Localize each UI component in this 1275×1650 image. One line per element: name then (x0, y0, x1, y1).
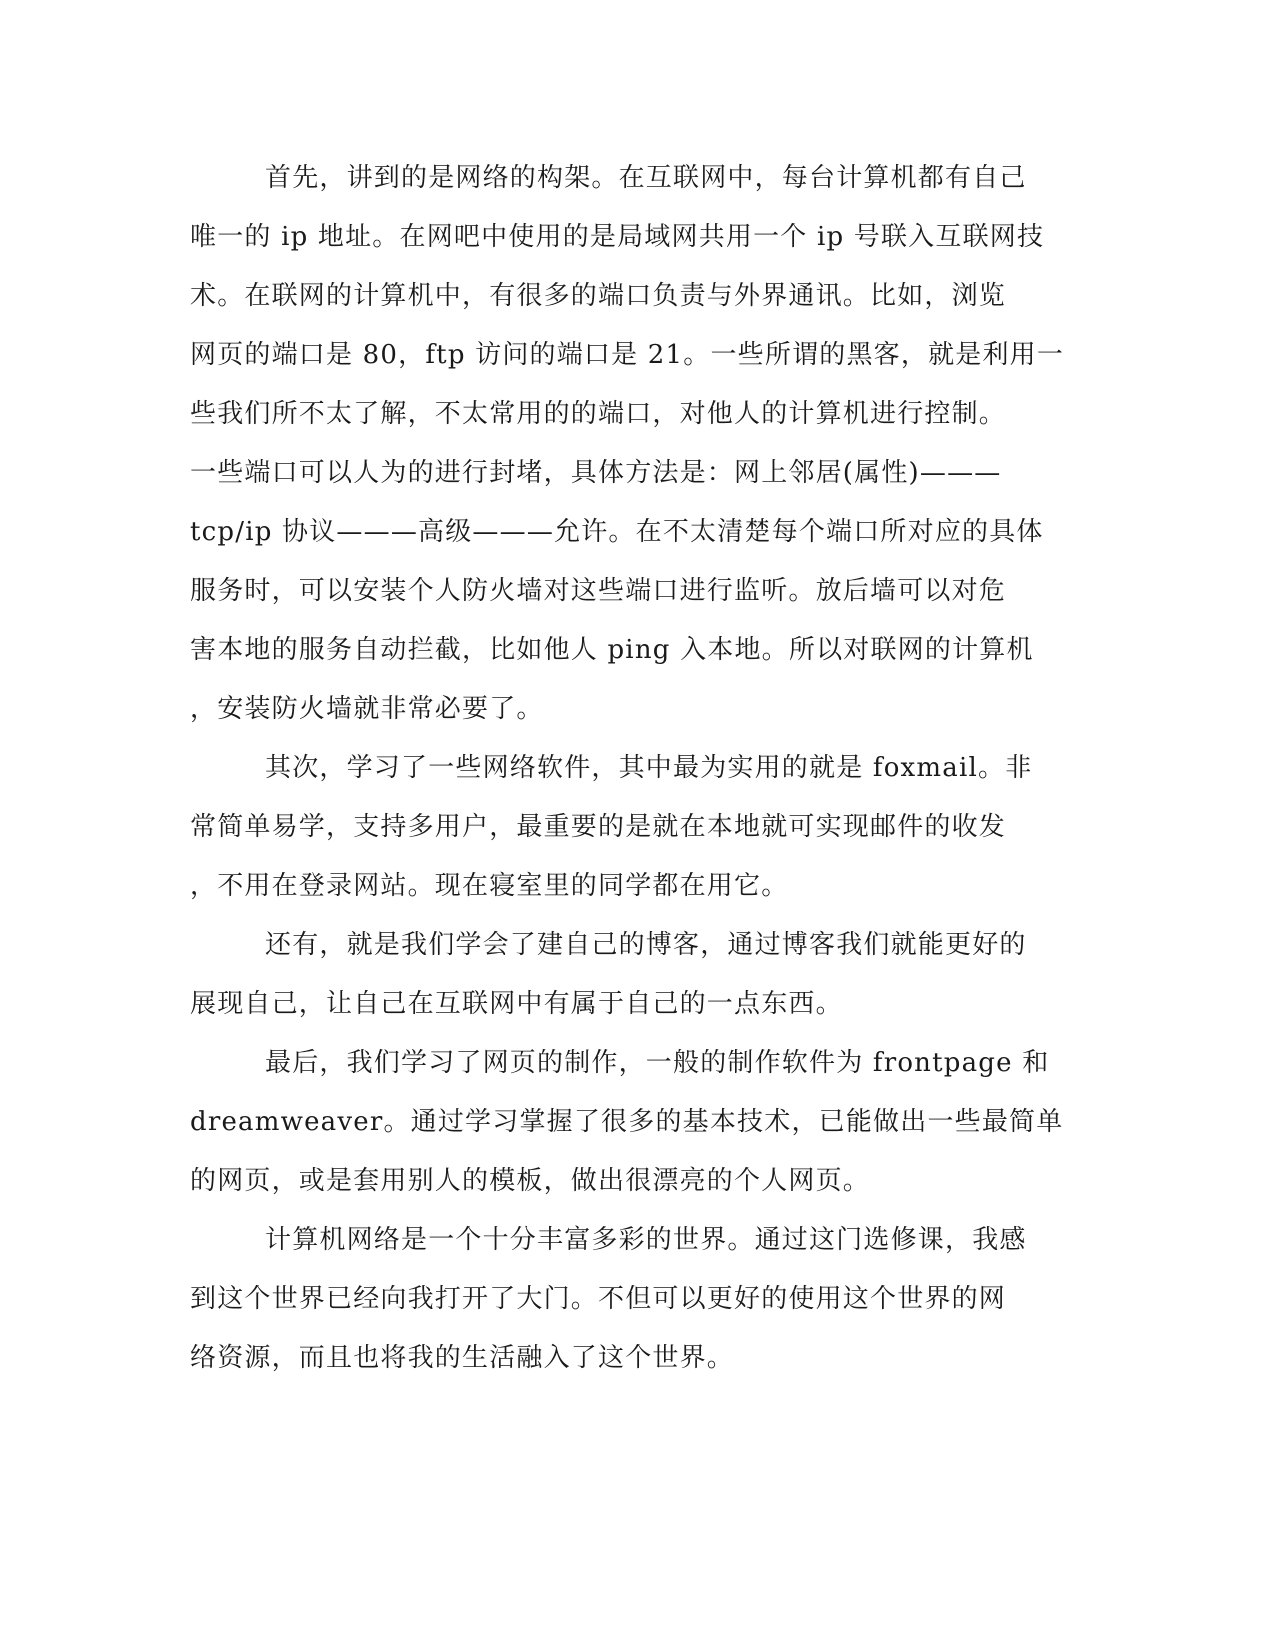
paragraph-line: 的网页，或是套用别人的模板，做出很漂亮的个人网页。 (190, 1166, 871, 1196)
paragraph-line: 首先，讲到的是网络的构架。在互联网中，每台计算机都有自己 (265, 163, 1027, 193)
paragraph-line: 害本地的服务自动拦截，比如他人 ping 入本地。所以对联网的计算机 (190, 635, 1034, 665)
paragraph-line: 一些端口可以人为的进行封堵，具体方法是：网上邻居(属性)——— (190, 458, 1002, 488)
paragraph-line: 网页的端口是 80，ftp 访问的端口是 21。一些所谓的黑客，就是利用一 (190, 340, 1065, 370)
paragraph-line: 还有，就是我们学会了建自己的博客，通过博客我们就能更好的 (265, 930, 1027, 960)
paragraph-line: 术。在联网的计算机中，有很多的端口负责与外界通讯。比如，浏览 (190, 281, 1007, 311)
paragraph-line: 唯一的 ip 地址。在网吧中使用的是局域网共用一个 ip 号联入互联网技 (190, 222, 1045, 252)
paragraph-line: tcp/ip 协议———高级———允许。在不太清楚每个端口所对应的具体 (190, 517, 1044, 547)
paragraph-line: 展现自己，让自己在互联网中有属于自己的一点东西。 (190, 989, 843, 1019)
paragraph-line: 到这个世界已经向我打开了大门。不但可以更好的使用这个世界的网 (190, 1284, 1007, 1314)
paragraph-line: 计算机网络是一个十分丰富多彩的世界。通过这门选修课，我感 (265, 1225, 1027, 1255)
paragraph-line: ，安装防火墙就非常必要了。 (190, 694, 544, 724)
paragraph-line: 服务时，可以安装个人防火墙对这些端口进行监听。放后墙可以对危 (190, 576, 1007, 606)
paragraph-line: 些我们所不太了解，不太常用的的端口，对他人的计算机进行控制。 (190, 399, 1007, 429)
paragraph-line: dreamweaver。通过学习掌握了很多的基本技术，已能做出一些最简单 (190, 1107, 1064, 1137)
paragraph-line: 其次，学习了一些网络软件，其中最为实用的就是 foxmail。非 (265, 753, 1033, 783)
paragraph-line: ，不用在登录网站。现在寝室里的同学都在用它。 (190, 871, 789, 901)
paragraph-line: 常简单易学，支持多用户，最重要的是就在本地就可实现邮件的收发 (190, 812, 1007, 842)
paragraph-line: 络资源，而且也将我的生活融入了这个世界。 (190, 1343, 735, 1373)
paragraph-line: 最后，我们学习了网页的制作，一般的制作软件为 frontpage 和 (265, 1048, 1050, 1078)
